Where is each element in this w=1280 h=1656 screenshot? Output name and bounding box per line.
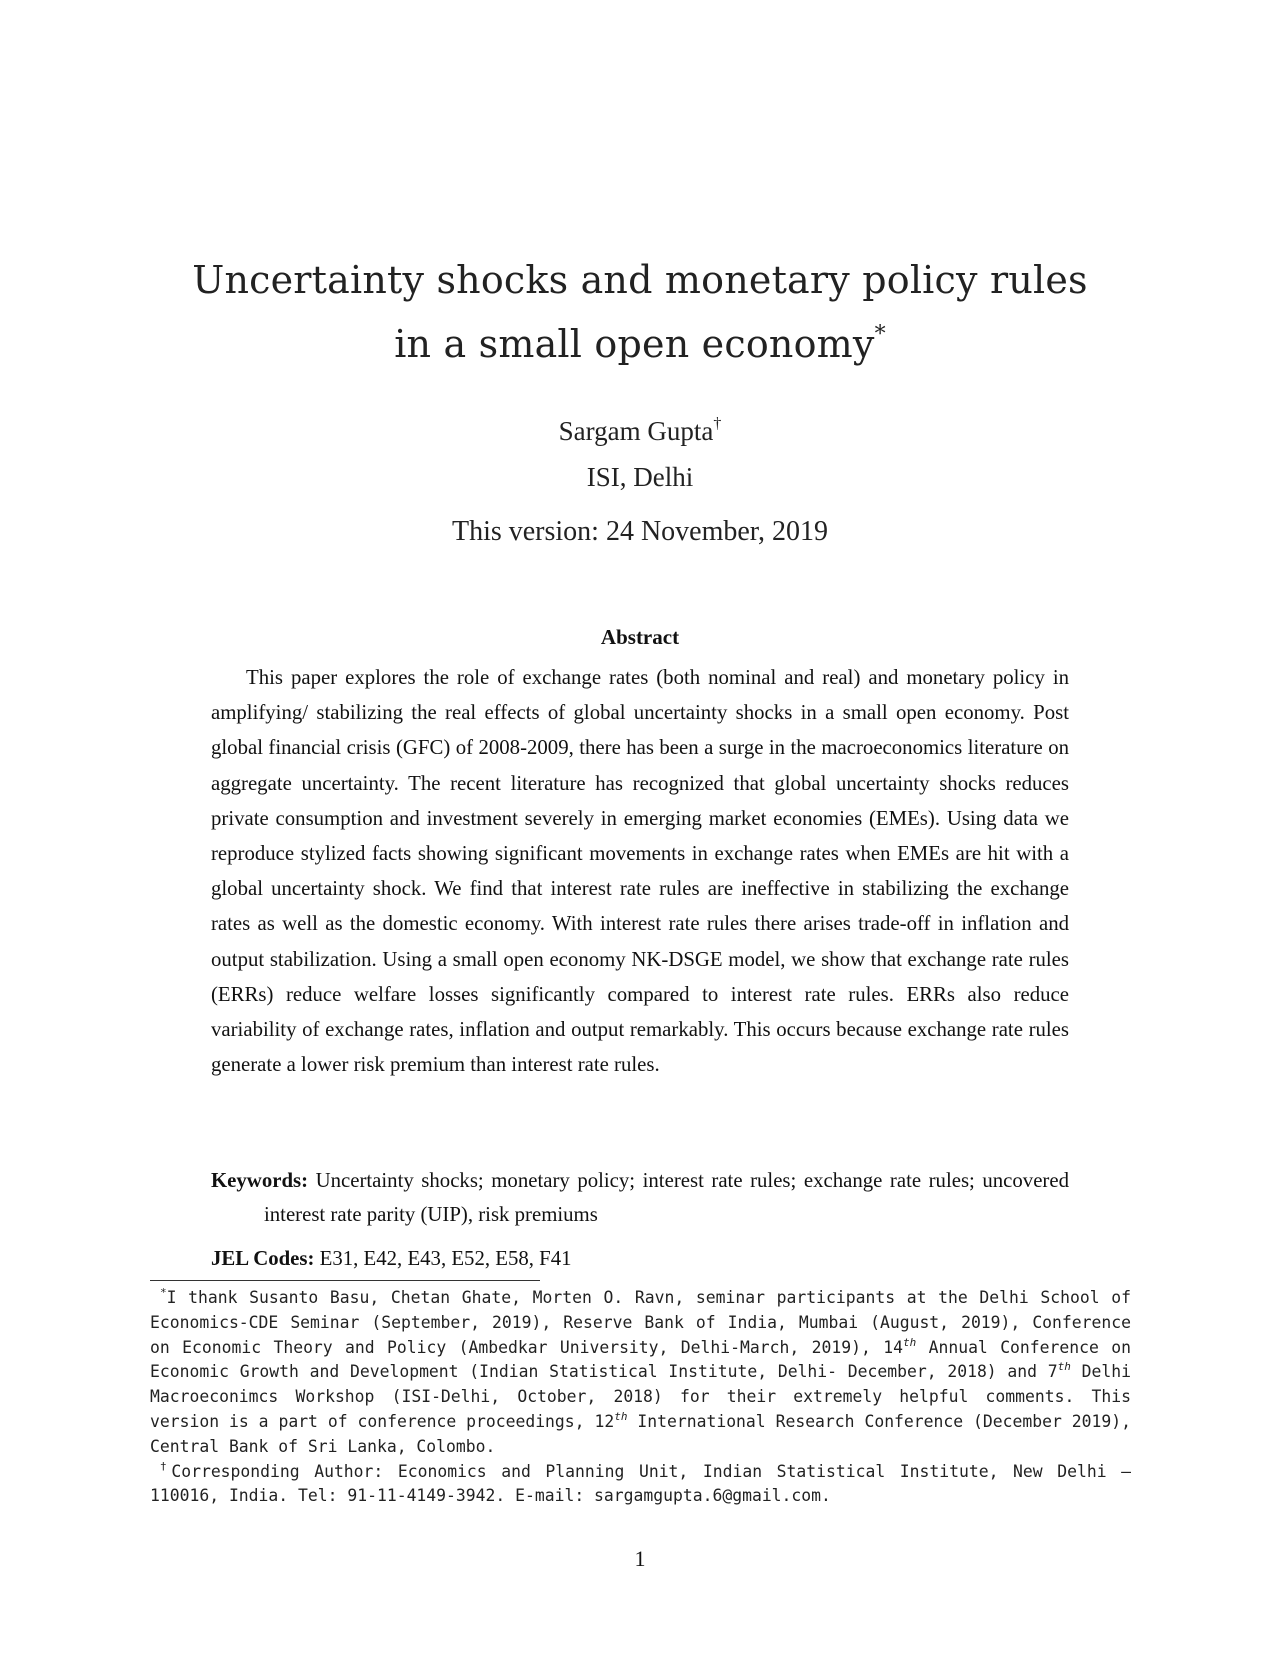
- author-name-line: [140, 408, 1140, 454]
- jel-text: E31, E42, E43, E52, E58, F41: [319, 1247, 572, 1270]
- footnote-1-part-2: Annual Conference on Economic Growth and Development (Indian Statistical Institute, Delhi- December, 2018) and 7: [150, 1337, 1132, 1382]
- title-footnote-mark: *: [874, 322, 886, 347]
- footnote-corresponding-author: [150, 1460, 1131, 1510]
- title-line-1: Uncertainty shocks and monetary policy rules: [192, 258, 1088, 302]
- footnote-rule: [150, 1280, 540, 1281]
- footnote-1-sup-3: th: [614, 1409, 628, 1423]
- abstract-heading: Abstract: [600, 625, 680, 649]
- footnote-2-mark: †: [160, 1459, 172, 1473]
- keywords: [211, 1164, 1069, 1232]
- keywords-label: Keywords:: [211, 1169, 309, 1192]
- footnote-1-part-4: International Research Conference (December 2019), Central Bank of Sri Lanka, Colombo.: [150, 1411, 1132, 1456]
- paper-title: [140, 248, 1140, 376]
- footnote-1-part-1: I thank Susanto Basu, Chetan Ghate, Morten O. Ravn, seminar participants at the Delhi School of Economics-CDE Seminar (September, 2019), Reserve Bank of India, Mumbai (August, 2019), Conference on Economic Theory and Policy (Ambedkar University, Delhi-March, 2019), 14: [150, 1288, 1131, 1357]
- author-name: Sargam Gupta: [558, 416, 714, 446]
- title-line-2: [140, 312, 1140, 376]
- page-number: 1: [634, 1546, 646, 1571]
- footnote-1-sup-2: th: [1057, 1360, 1071, 1374]
- footnote-acknowledgements: [150, 1286, 1131, 1460]
- footnote-2-text: Corresponding Author: Economics and Planning Unit, Indian Statistical Institute, New Delhi – 110016, India. Tel: 91-11-4149-3942. E-mail: sargamgupta.6@gmail.com.: [150, 1461, 1132, 1506]
- footnotes: [150, 1286, 1131, 1509]
- footnote-1-part-3: Delhi Macroeconimcs Workshop (ISI-Delhi, October, 2018) for their extremely helpful comments. This version is a part of conference proceedings, 12: [150, 1362, 1131, 1431]
- author-footnote-mark: †: [713, 415, 722, 432]
- keywords-text: Uncertainty shocks; monetary policy; interest rate rules; exchange rate rules; uncovered interest rate parity (UIP), risk premiums: [264, 1169, 1069, 1226]
- jel-codes: [211, 1242, 1069, 1276]
- footnote-1-sup-1: th: [902, 1335, 917, 1349]
- author-block: [140, 408, 1140, 500]
- author-affiliation: ISI, Delhi: [586, 462, 694, 492]
- version-date: This version: 24 November, 2019: [451, 516, 829, 547]
- abstract-body: This paper explores the role of exchange rates (both nominal and real) and monetary policy in amplifying/ stabilizing the real effects of global uncertainty shocks in a small open economy. Post global financial crisis (GFC) of 2008-2009, there has been a surge in the macroeconomics literature on aggregate uncertainty. The recent literature has recognized that global uncertainty shocks reduces private consumption and investment severely in emerging market economies (EMEs). Using data we reproduce stylized facts showing significant movements in exchange rates when EMEs are hit with a global uncertainty shock. We find that interest rate rules are ineffective in stabilizing the exchange rates as well as the domestic economy. With interest rate rules there arises trade-off in inflation and output stabilization. Using a small open economy NK-DSGE model, we show that exchange rate rules (ERRs) reduce welfare losses significantly compared to interest rate rules. ERRs also reduce variability of exchange rates, inflation and output remarkably. This occurs because exchange rate rules generate a lower risk premium than interest rate rules.: [211, 666, 1069, 1077]
- title-line-2-text: in a small open economy: [394, 322, 875, 366]
- footnote-1-mark: *: [160, 1286, 167, 1299]
- jel-label: JEL Codes:: [211, 1247, 315, 1270]
